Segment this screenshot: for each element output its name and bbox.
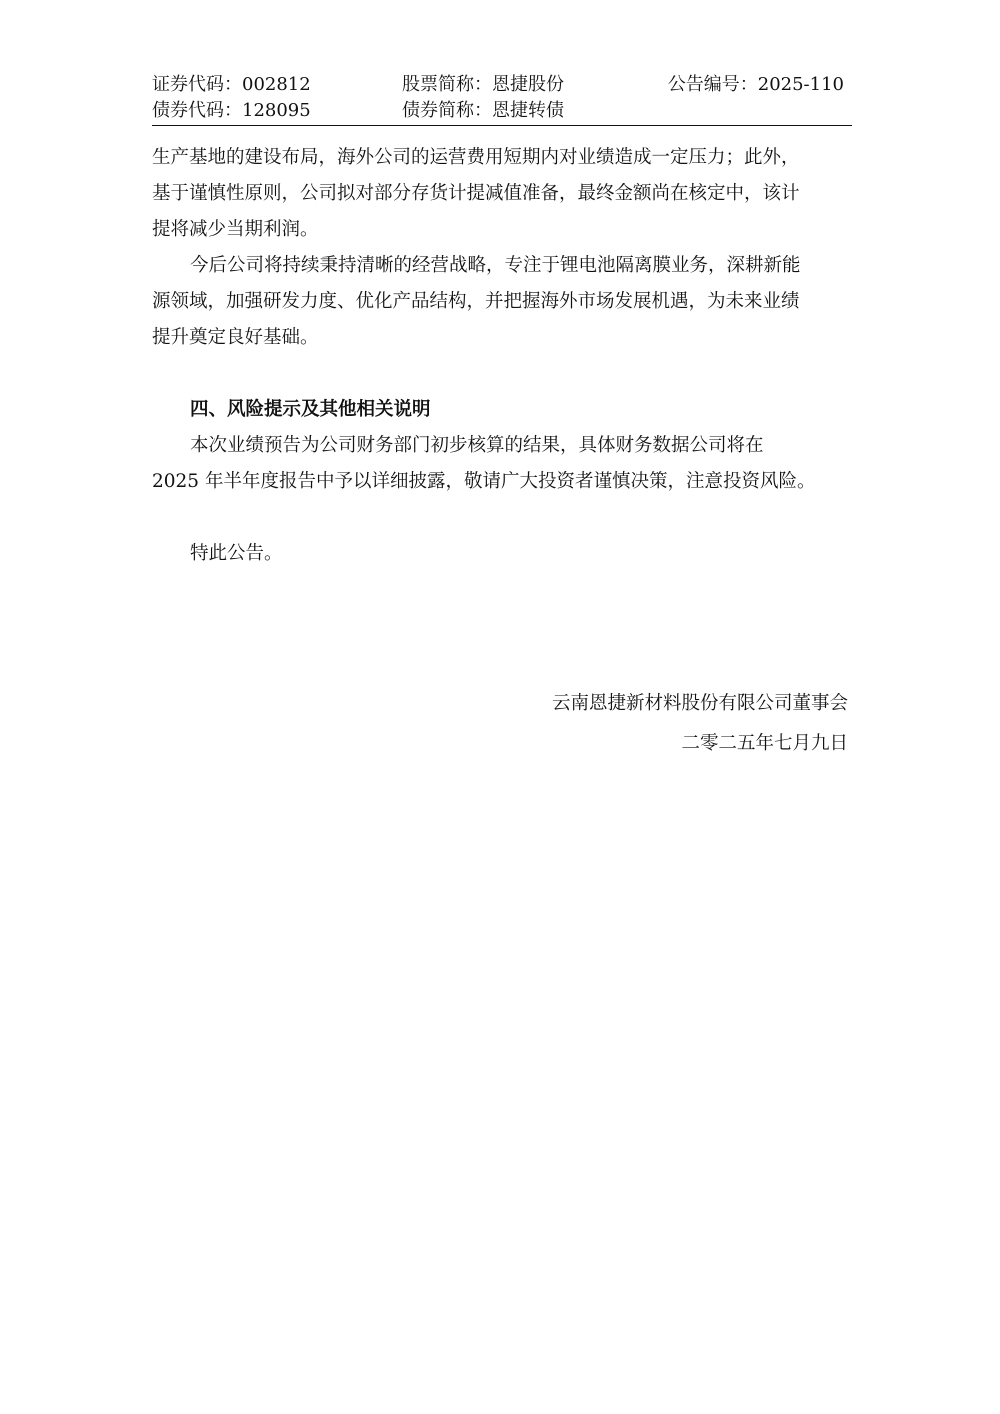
spacer — [152, 356, 852, 392]
bond-name: 债券简称：恩捷转债 — [402, 100, 564, 121]
paragraph-line: 基于谨慎性原则，公司拟对部分存货计提减值准备，最终金额尚在核定中，该计 — [152, 183, 800, 204]
signature-company: 云南恩捷新材料股份有限公司董事会 — [551, 693, 848, 714]
paragraph-line: 本次业绩预告为公司财务部门初步核算的结果，具体财务数据公司将在 — [190, 435, 764, 456]
paragraph-line: 提升奠定良好基础。 — [152, 327, 319, 348]
paragraph-line: 今后公司将持续秉持清晰的经营战略，专注于锂电池隔离膜业务，深耕新能 — [190, 255, 801, 276]
header-row-1 — [152, 72, 852, 98]
paragraph-strategy — [152, 248, 852, 356]
paragraph-line: 源领域，加强研发力度、优化产品结构，并把握海外市场发展机遇，为未来业绩 — [152, 291, 800, 312]
closing-statement: 特此公告。 — [190, 543, 283, 564]
paragraph-line: 提将减少当期利润。 — [152, 219, 319, 240]
header-row-2 — [152, 98, 852, 124]
stock-code: 证券代码：002812 — [152, 74, 311, 95]
announcement-number: 公告编号：2025-110 — [667, 74, 844, 95]
header-divider — [152, 125, 852, 126]
section-heading-risk: 四、风险提示及其他相关说明 — [190, 399, 431, 420]
document-header — [152, 72, 852, 126]
paragraph-line: 生产基地的建设布局，海外公司的运营费用短期内对业绩造成一定压力；此外， — [152, 147, 800, 168]
stock-name: 股票简称：恩捷股份 — [402, 74, 564, 95]
paragraph-line: 2025 年半年度报告中予以详细披露，敬请广大投资者谨慎决策，注意投资风险。 — [152, 471, 816, 492]
document-body — [152, 140, 852, 572]
bond-code: 债券代码：128095 — [152, 100, 311, 121]
signature-date: 二零二五年七月九日 — [681, 733, 848, 754]
spacer — [152, 500, 852, 536]
paragraph-operating-pressure — [152, 140, 852, 248]
paragraph-risk-notice — [152, 428, 852, 500]
